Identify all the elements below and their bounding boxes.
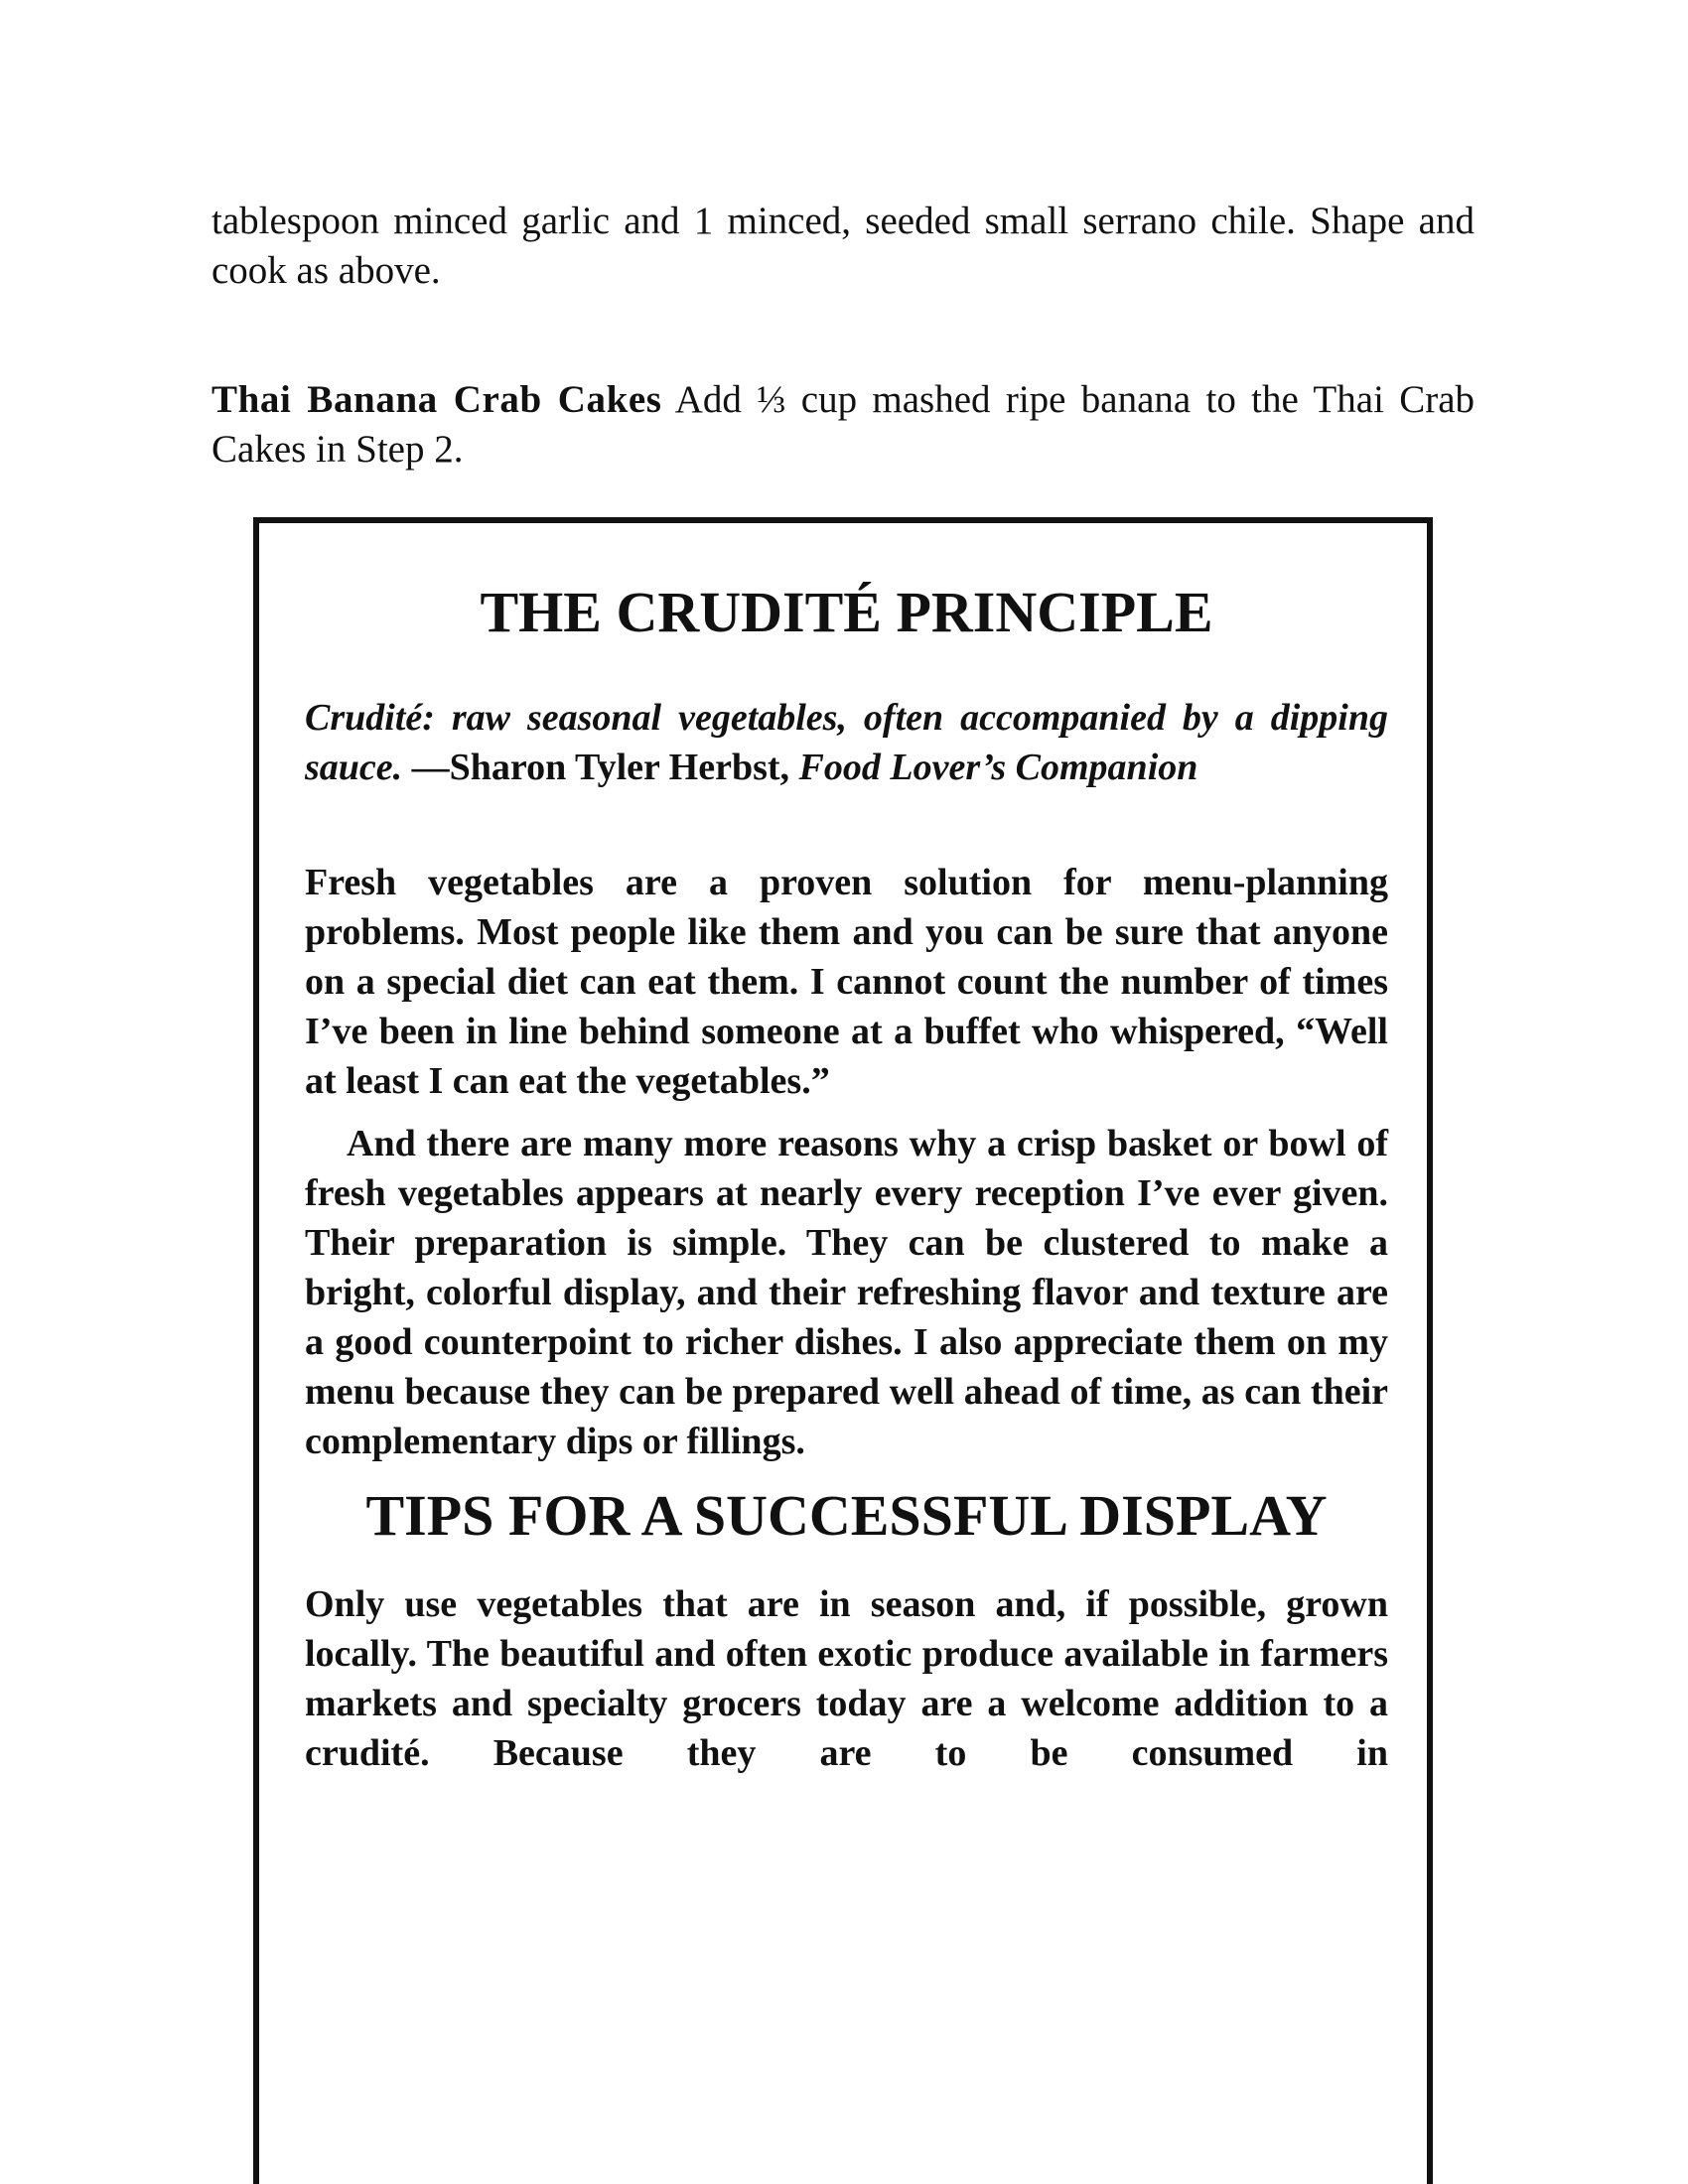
epigraph	[305, 693, 1388, 792]
recipe-continuation: tablespoon minced garlic and 1 minced, seeded small serrano chile. Shape and cook as above.	[211, 200, 1475, 292]
recipe-text	[211, 197, 1475, 475]
variation-text-after: cup mashed ripe banana to the Thai Crab Cakes in Step 2.	[211, 378, 1476, 471]
recipe-variation	[211, 375, 1475, 475]
sidebar-subtitle: TIPS FOR A SUCCESSFUL DISPLAY	[365, 1483, 1328, 1548]
sidebar-box	[253, 517, 1433, 2184]
variation-text-before: Add	[674, 378, 742, 421]
sidebar-paragraph: Fresh vegetables are a proven solution for menu-planning problems. Most people like them and you can be sure that anyone on a special diet can eat them. I cannot count the number of times I’ve been in line behind someone at a buffet who whispered, “Well at least I can eat the vegetables.”	[305, 862, 1388, 1102]
sidebar-title: THE CRUDITÉ PRINCIPLE	[480, 580, 1213, 644]
epigraph-attribution: —Sharon Tyler Herbst,	[411, 747, 790, 788]
tips-paragraph: Only use vegetables that are in season and, if possible, grown locally. The beautiful and often exotic produce available in farmers markets and specialty grocers today are a welcome addition to a crudité. Because they are to be consumed in	[305, 1583, 1388, 1774]
variation-name: Thai Banana Crab Cakes	[211, 378, 662, 421]
epigraph-quote: Crudité: raw seasonal vegetables, often accompanied by a dipping sauce.	[305, 697, 1388, 788]
variation-fraction: ⅓	[757, 378, 786, 421]
sidebar-paragraph: And there are many more reasons why a crisp basket or bowl of fresh vegetables appears at nearly every reception I’ve ever given. Their preparation is simple. They can be clustered to make a bright, colorful display, and their refreshing flavor and texture are a good counterpoint to richer dishes. I also appreciate them on my menu because they can be prepared well ahead of time, as can their complementary dips or fillings.	[305, 1123, 1388, 1462]
sidebar-content	[305, 523, 1388, 1778]
epigraph-source: Food Lover’s Companion	[798, 747, 1198, 788]
